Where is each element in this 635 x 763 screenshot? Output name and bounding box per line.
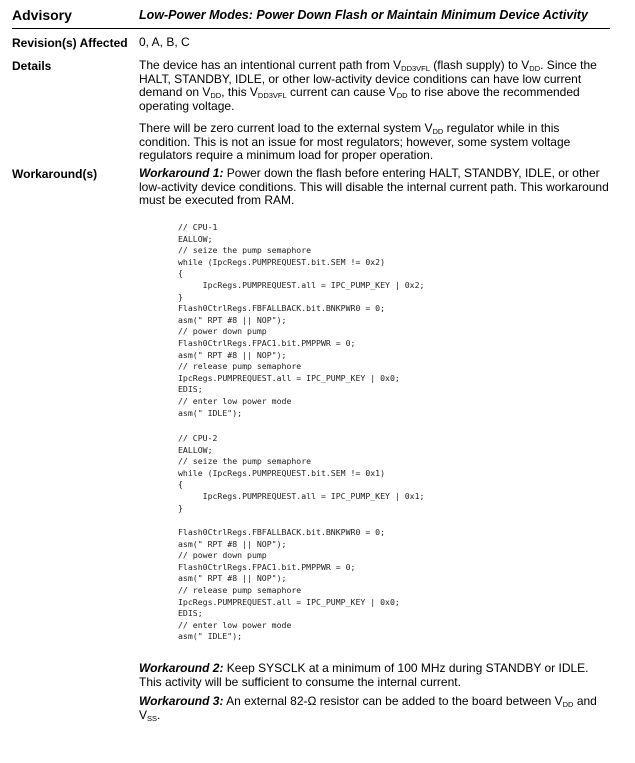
header-rule <box>12 28 610 29</box>
workaround-2-row <box>12 662 610 690</box>
code-block-cpu1: // CPU-1 EALLOW; // seize the pump semaphore while (IpcRegs.PUMPREQUEST.bit.SEM != 0x2) { IpcRegs.PUMPREQUEST.all = IPC_PUMP_KEY | 0x2; } Flash0CtrlRegs.FBFALLBACK.bit.BNKPWR0 = 0; asm(" RPT #8 || NOP"); // power down pump Flash0CtrlRegs.FPAC1.bit.PMPPWR = 0; asm(" RPT #8 || NOP"); // release pump semaphore IpcRegs.PUMPREQUEST.all = IPC_PUMP_KEY | 0x0; EDIS; // enter low power mode asm(" IDLE"); <box>178 222 425 418</box>
workarounds-row <box>12 167 610 207</box>
details-paragraph-1: The device has an intentional current path from $V_{DD3VFL}$ (flash supply) to $V_{DD}$. Since the HALT, STANDBY, IDLE, or other low-activity device conditions can have low current demand on $V_{DD}$, this $V_{DD3VFL}$ current can cause $V_{DD}$ to rise above the recommended operating voltage. <box>139 58 597 113</box>
workaround-1-text: Power down the flash before entering HALT, STANDBY, IDLE, or other low-activity device conditions. This will disable the internal current path. This workaround must be executed from RAM. <box>139 166 609 207</box>
workaround-2 <box>139 662 610 689</box>
details-paragraph-2: There will be zero current load to the external system $V_{DD}$ regulator while in this condition. This is not an issue for most regulators; however, some system voltage regulators require a minimum load for proper operation. <box>139 121 571 162</box>
revisions-value: 0, A, B, C <box>139 35 190 49</box>
advisory-header <box>12 7 610 25</box>
workaround-1 <box>139 167 610 208</box>
details-body <box>139 59 610 172</box>
advisory-label: Advisory <box>12 7 72 23</box>
workaround-3: Workaround 3: An external 82-Ω resistor can be added to the board between $V_{DD}$ and $V_{SS}$. <box>139 694 597 723</box>
code-block-cpu2: // CPU-2 EALLOW; // seize the pump semaphore while (IpcRegs.PUMPREQUEST.bit.SEM != 0x1) { IpcRegs.PUMPREQUEST.all = IPC_PUMP_KEY | 0x1; } <box>178 433 425 513</box>
advisory-title: Low-Power Modes: Power Down Flash or Maintain Minimum Device Activity <box>139 8 588 22</box>
details-row <box>12 58 610 162</box>
workaround-2-title: Workaround 2: <box>139 661 224 675</box>
details-label: Details <box>12 59 52 73</box>
workaround-3-row <box>12 695 610 725</box>
revisions-row <box>12 36 610 50</box>
revisions-label: Revision(s) Affected <box>12 36 128 50</box>
code-block-cpu2-continued: Flash0CtrlRegs.FBFALLBACK.bit.BNKPWR0 = 0; asm(" RPT #8 || NOP"); // power down pump Flash0CtrlRegs.FPAC1.bit.PMPPWR = 0; asm(" RPT #8 || NOP"); // release pump semaphore IpcRegs.PUMPREQUEST.all = IPC_PUMP_KEY | 0x0; EDIS; // enter low power mode asm(" IDLE"); <box>178 527 400 642</box>
workarounds-label: Workaround(s) <box>12 167 98 181</box>
workaround-3-title: Workaround 3: <box>139 694 224 708</box>
workaround-2-text: Keep SYSCLK at a minimum of 100 MHz during STANDBY or IDLE. This activity will be sufficient to consume the internal current. <box>139 661 589 689</box>
workaround-1-title: Workaround 1: <box>139 166 224 180</box>
